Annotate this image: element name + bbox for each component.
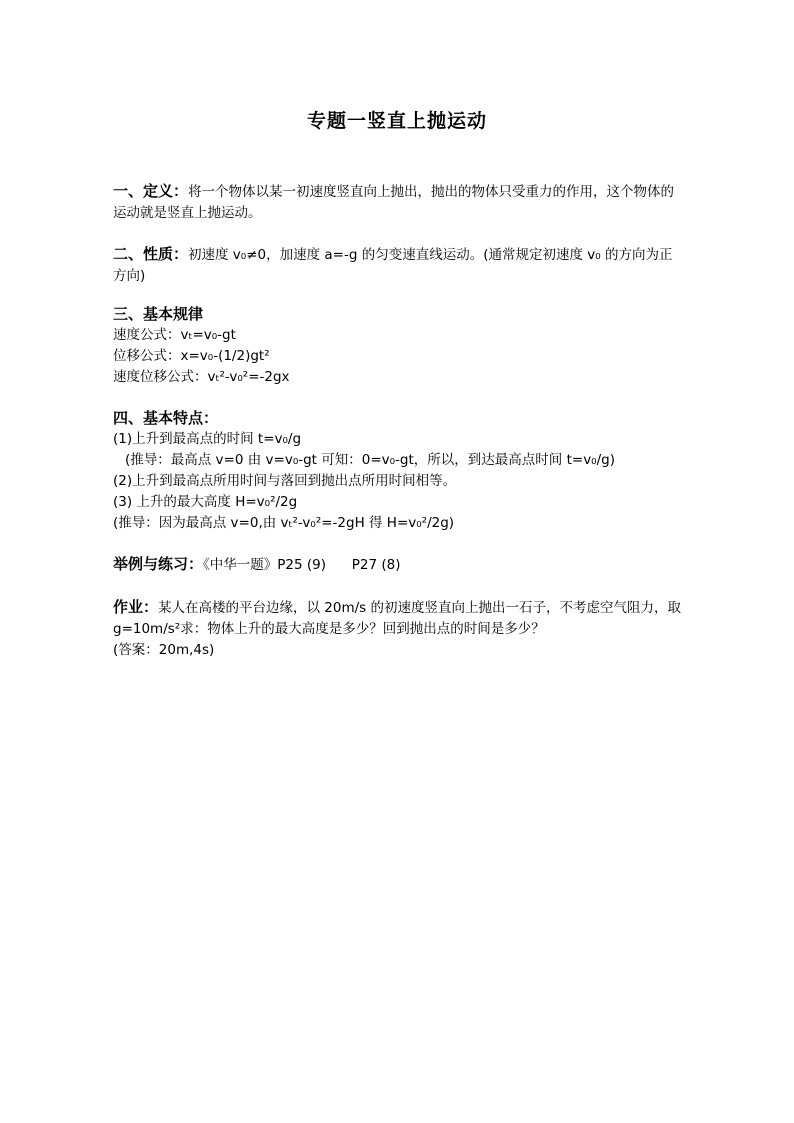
definition-section [113, 181, 683, 224]
feature-1-derivation: (推导：最高点 v=0 由 v=v₀-gt 可知：0=v₀-gt，所以，到达最高点时间 t=v₀/g) [125, 452, 615, 468]
feature-2: (2)上升到最高点所用时间与落回到抛出点所用时间相等。 [113, 473, 457, 489]
displacement-formula: 位移公式：x=v₀-(1/2)gt² [113, 348, 270, 364]
laws-heading: 三、基本规律 [113, 305, 204, 323]
property-section [113, 244, 683, 287]
property-text: 初速度 v₀≠0，加速度 a=-g 的匀变速直线运动。(通常规定初速度 v₀ 的方向为正方向) [113, 247, 673, 284]
examples-text: 《中华一题》P25 (9) P27 (8) [203, 557, 401, 573]
property-heading: 二、性质： [113, 245, 189, 263]
homework-heading: 作业： [113, 598, 159, 616]
homework-text: 某人在高楼的平台边缘，以 20m/s 的初速度竖直向上抛出一石子，不考虑空气阻力，取 g=10m/s²求：物体上升的最大高度是多少？回到抛出点的时间是多少？ [113, 600, 682, 637]
feature-3-derivation: (推导：因为最高点 v=0,由 vₜ²-v₀²=-2gH 得 H=v₀²/2g) [113, 515, 455, 531]
definition-heading: 一、定义： [113, 182, 189, 200]
features-heading: 四、基本特点： [113, 409, 219, 427]
definition-text: 将一个物体以某一初速度竖直向上抛出，抛出的物体只受重力的作用，这个物体的运动就是竖直上抛运动。 [113, 184, 675, 221]
page-title: 专题一竖直上抛运动 [306, 110, 487, 132]
feature-1: (1)上升到最高点的时间 t=v₀/g [113, 431, 302, 447]
velocity-formula: 速度公式：vₜ=v₀-gt [113, 327, 236, 343]
features-section [113, 408, 683, 534]
feature-3: (3) 上升的最大高度 H=v₀²/2g [113, 494, 298, 510]
examples-heading: 举例与练习： [113, 555, 204, 573]
homework-section [113, 597, 683, 661]
velocity-displacement-formula: 速度位移公式：vₜ²-v₀²=-2gx [113, 369, 290, 385]
laws-section [113, 304, 683, 388]
homework-answer: (答案：20m,4s) [113, 642, 215, 658]
examples-section [113, 554, 683, 576]
